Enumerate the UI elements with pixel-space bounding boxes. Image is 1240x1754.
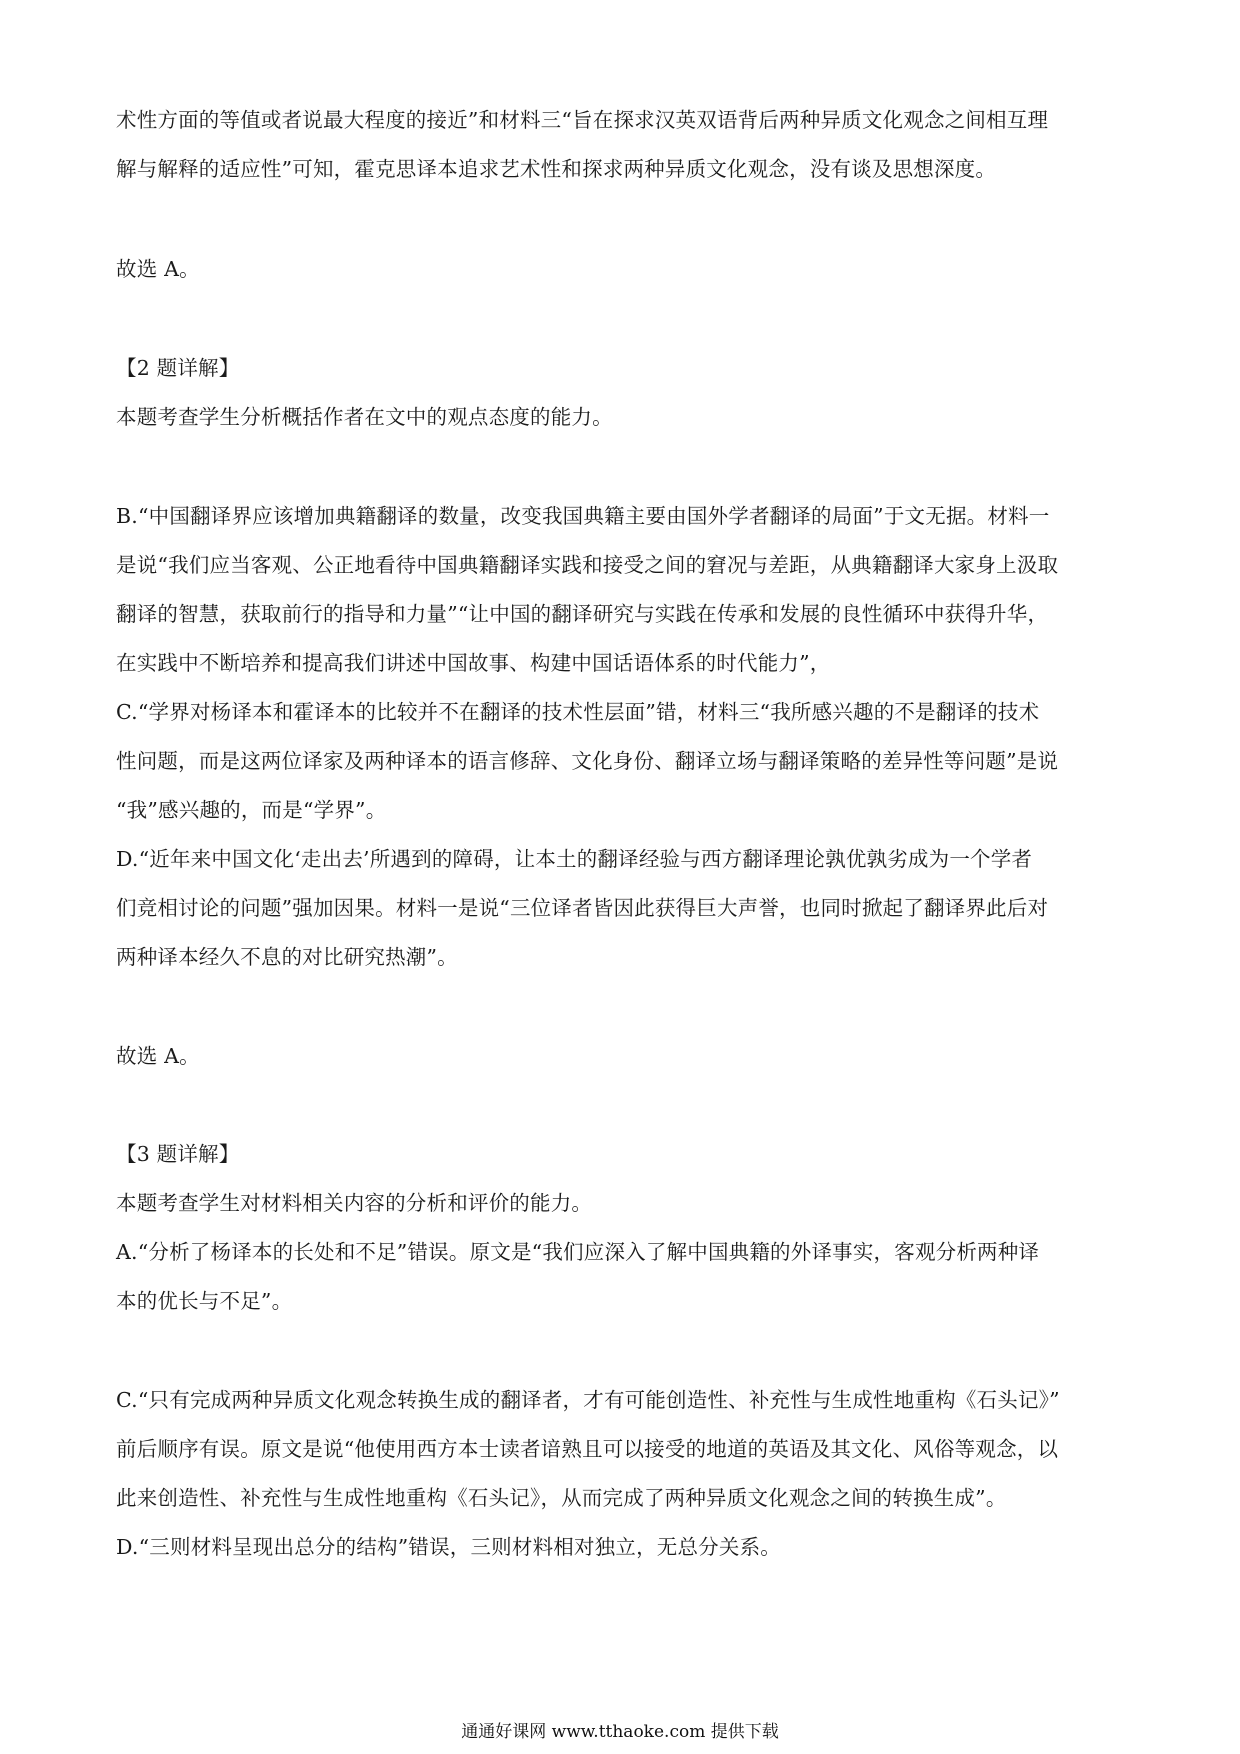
section-heading: 【2 题详解】: [116, 356, 240, 380]
paragraph-line: D.“三则材料呈现出总分的结构”错误，三则材料相对独立，无总分关系。: [116, 1535, 781, 1559]
page-footer: 通通好课网 www.tthaoke.com 提供下载: [461, 1722, 779, 1742]
paragraph-line: D.“近年来中国文化‘走出去’所遇到的障碍，让本土的翻译经验与西方翻译理论孰优孰劣成为一个学者: [116, 847, 1033, 871]
paragraph-line: 两种译本经久不息的对比研究热潮”。: [116, 945, 458, 969]
paragraph-line: C.“学界对杨译本和霍译本的比较并不在翻译的技术性层面”错，材料三“我所感兴趣的不是翻译的技术: [116, 700, 1040, 724]
paragraph-line: 们竞相讨论的问题”强加因果。材料一是说“三位译者皆因此获得巨大声誉，也同时掀起了翻译界此后对: [116, 896, 1049, 920]
paragraph-line: 性问题，而是这两位译家及两种译本的语言修辞、文化身份、翻译立场与翻译策略的差异性等问题”是说: [116, 749, 1059, 773]
paragraph-line: 本题考查学生对材料相关内容的分析和评价的能力。: [116, 1191, 593, 1215]
paragraph-line: C.“只有完成两种异质文化观念转换生成的翻译者，才有可能创造性、补充性与生成性地重构《石头记》”: [116, 1388, 1060, 1412]
answer-line: 故选 A。: [116, 1044, 200, 1068]
paragraph-line: 在实践中不断培养和提高我们讲述中国故事、构建中国话语体系的时代能力”，: [116, 651, 831, 675]
paragraph-line: 翻译的智慧，获取前行的指导和力量”“让中国的翻译研究与实践在传承和发展的良性循环中获得升华，: [116, 602, 1049, 626]
paragraph-line: 本题考查学生分析概括作者在文中的观点态度的能力。: [116, 405, 613, 429]
paragraph-line: “我”感兴趣的，而是“学界”。: [116, 798, 387, 822]
paragraph-line: 解与解释的适应性”可知，霍克思译本追求艺术性和探求两种异质文化观念，没有谈及思想深度。: [116, 157, 997, 181]
answer-line: 故选 A。: [116, 257, 200, 281]
paragraph-line: 前后顺序有误。原文是说“他使用西方本士读者谙熟且可以接受的地道的英语及其文化、风俗等观念，以: [116, 1437, 1059, 1461]
paragraph-line: 此来创造性、补充性与生成性地重构《石头记》，从而完成了两种异质文化观念之间的转换生成”。: [116, 1486, 1007, 1510]
paragraph-line: 术性方面的等值或者说最大程度的接近”和材料三“旨在探求汉英双语背后两种异质文化观念之间相互理: [116, 108, 1049, 132]
paragraph-line: B.“中国翻译界应该增加典籍翻译的数量，改变我国典籍主要由国外学者翻译的局面”于文无据。材料一: [116, 504, 1050, 528]
paragraph-line: A.“分析了杨译本的长处和不足”错误。原文是“我们应深入了解中国典籍的外译事实，客观分析两种译: [116, 1240, 1040, 1264]
paragraph-line: 是说“我们应当客观、公正地看待中国典籍翻译实践和接受之间的窘况与差距，从典籍翻译大家身上汲取: [116, 553, 1059, 577]
section-heading: 【3 题详解】: [116, 1142, 240, 1166]
paragraph-line: 本的优长与不足”。: [116, 1289, 293, 1313]
